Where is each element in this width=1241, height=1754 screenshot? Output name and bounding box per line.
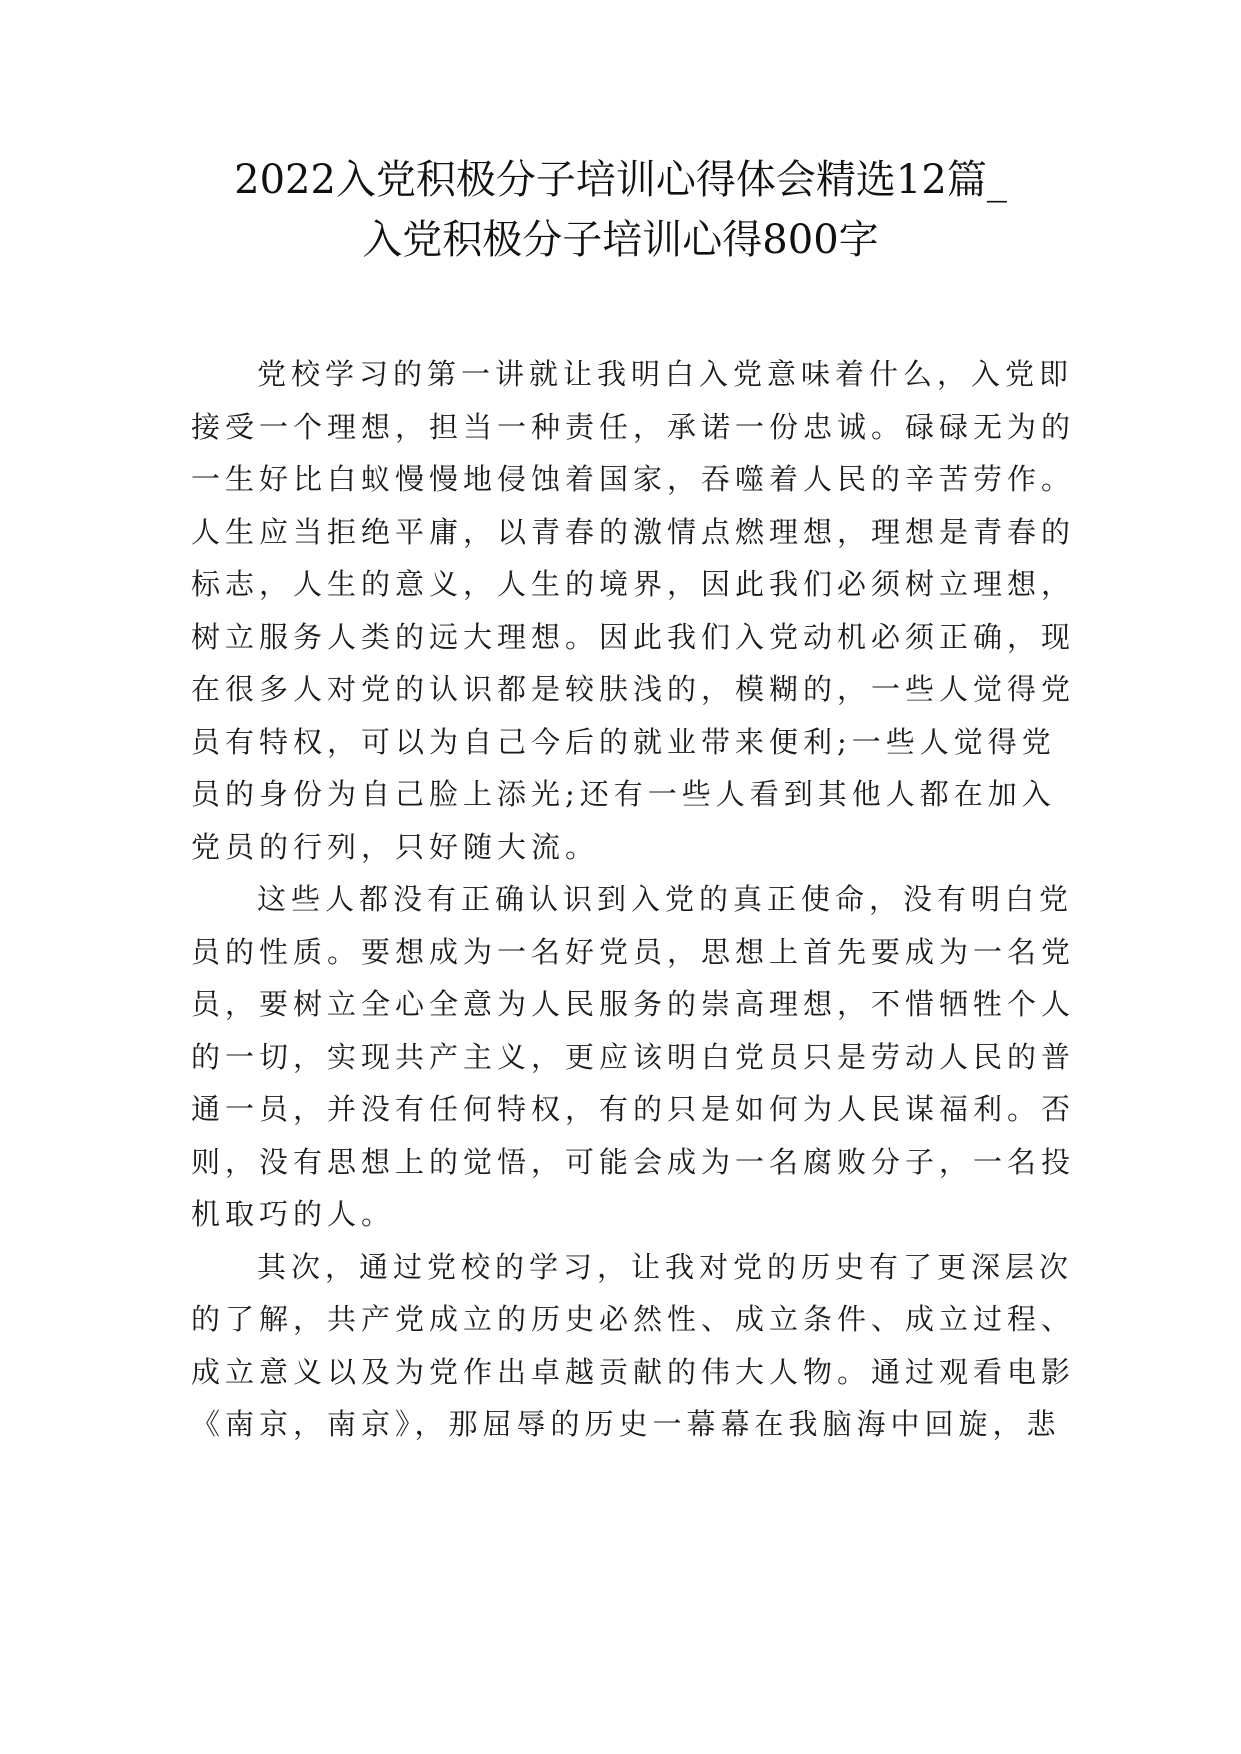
paragraph bbox=[191, 348, 1081, 873]
text-line: 的了解，共产党成立的历史必然性、成立条件、成立过程、 bbox=[191, 1302, 1076, 1336]
title-line: 2022入党积极分子培训心得体会精选12篇_ bbox=[234, 157, 1007, 203]
document-body bbox=[191, 348, 1081, 1451]
text-line: 员的身份为自己脸上添光;还有一些人看到其他人都在加入 bbox=[191, 777, 1056, 811]
text-line: 通一员，并没有任何特权，有的只是如何为人民谋福利。否 bbox=[191, 1092, 1076, 1126]
text-line: 接受一个理想，担当一种责任，承诺一份忠诚。碌碌无为的 bbox=[191, 409, 1076, 444]
paragraph bbox=[191, 1241, 1081, 1451]
text-line: 机取巧的人。 bbox=[191, 1197, 396, 1231]
text-line: 的一切，实现共产主义，更应该明白党员只是劳动人民的普 bbox=[191, 1039, 1076, 1074]
text-line: 在很多人对党的认识都是较肤浅的，模糊的，一些人觉得党 bbox=[191, 672, 1076, 706]
text-line: 一生好比白蚁慢慢地侵蚀着国家，吞噬着人民的辛苦劳作。 bbox=[191, 462, 1076, 496]
text-line: 《南京，南京》，那屈辱的历史一幕幕在我脑海中回旋，悲 bbox=[191, 1407, 1061, 1441]
text-line: 党员的行列，只好随大流。 bbox=[191, 829, 600, 864]
text-line: 树立服务人类的远大理想。因此我们入党动机必须正确，现 bbox=[191, 619, 1076, 654]
text-line: 员有特权，可以为自己今后的就业带来便利;一些人觉得党 bbox=[191, 724, 1056, 759]
title-line: 入党积极分子培训心得800字 bbox=[362, 217, 879, 263]
text-line: 则，没有思想上的觉悟，可能会成为一名腐败分子，一名投 bbox=[191, 1144, 1076, 1179]
text-line: 人生应当拒绝平庸，以青春的激情点燃理想，理想是青春的 bbox=[191, 514, 1076, 549]
text-line: 这些人都没有正确认识到入党的真正使命，没有明白党 bbox=[257, 882, 1074, 916]
text-line: 成立意义以及为党作出卓越贡献的伟大人物。通过观看电影 bbox=[191, 1354, 1076, 1389]
text-line: 标志，人生的意义，人生的境界，因此我们必须树立理想， bbox=[191, 567, 1076, 601]
text-line: 员的性质。要想成为一名好党员，思想上首先要成为一名党 bbox=[191, 934, 1076, 969]
text-line: 员，要树立全心全意为人民服务的崇高理想，不惜牺牲个人 bbox=[191, 987, 1076, 1021]
paragraph bbox=[191, 873, 1081, 1241]
text-line: 其次，通过党校的学习，让我对党的历史有了更深层次 bbox=[257, 1249, 1074, 1284]
text-line: 党校学习的第一讲就让我明白入党意味着什么，入党即 bbox=[257, 357, 1074, 391]
document-title bbox=[150, 150, 1091, 270]
